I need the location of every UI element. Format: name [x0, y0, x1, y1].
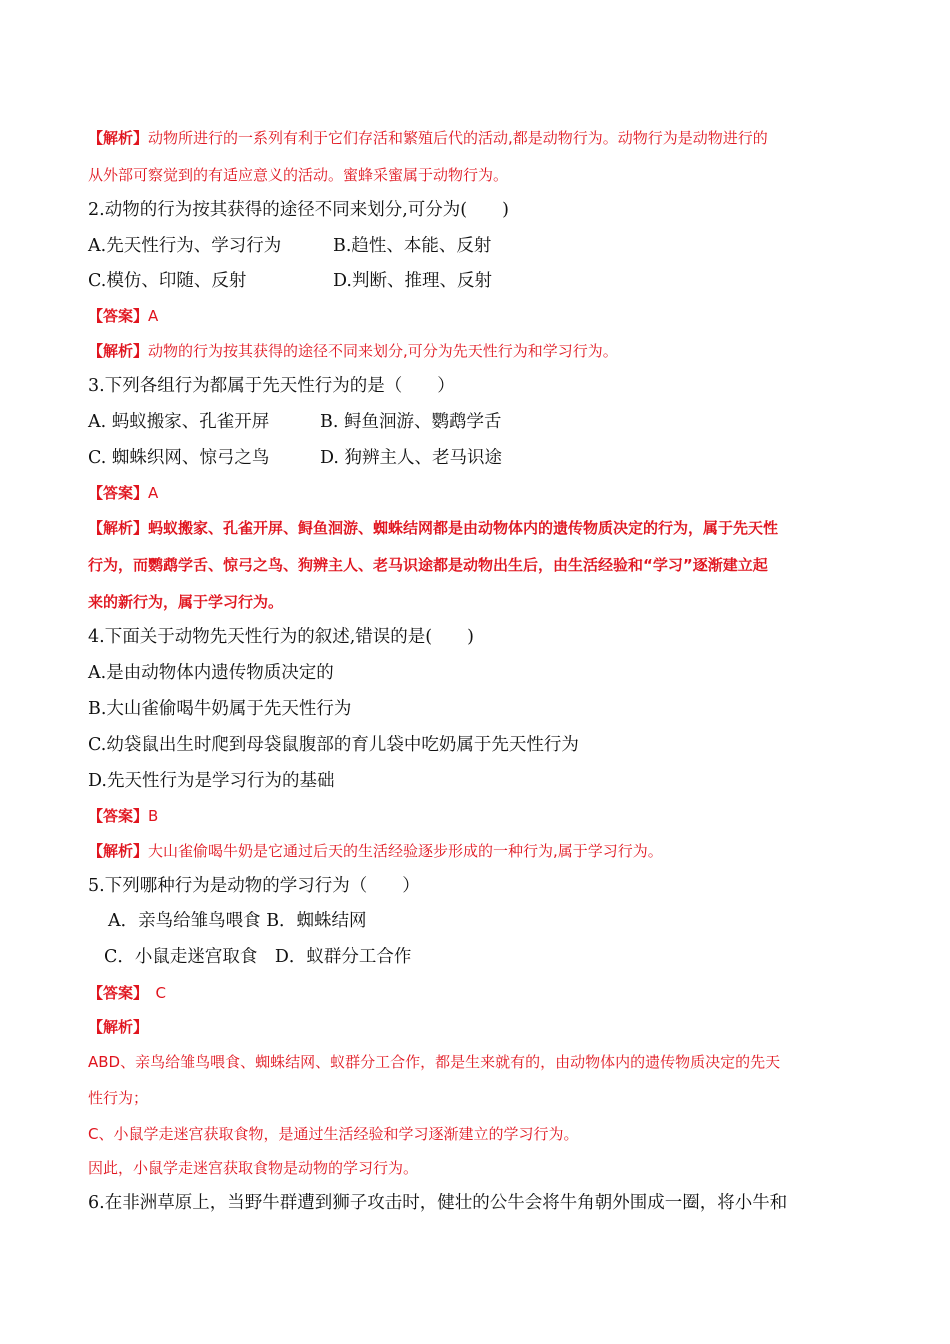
q2-option-d: D.判断、推理、反射: [333, 271, 492, 291]
q5-stem: 5.下列哪种行为是动物的学习行为（ ）: [88, 876, 420, 896]
q3-explanation-line-2: 行为，而鹦鹉学舌、惊弓之鸟、狗辨主人、老马识途都是动物出生后，由生活经验和“学习”逐渐建立起: [88, 556, 768, 574]
q2-stem: 2.动物的行为按其获得的途径不同来划分,可分为( ): [88, 200, 509, 220]
q4-stem: 4.下面关于动物先天性行为的叙述,错误的是( ): [88, 627, 474, 647]
explanation-label: 【解析】: [88, 519, 149, 537]
answer-label: 【答案】: [88, 307, 149, 325]
q4-option-a: A.是由动物体内遗传物质决定的: [88, 663, 334, 683]
q5-options-cd: C．小鼠走迷宫取食 D．蚁群分工合作: [104, 947, 412, 967]
q3-explanation-line-3: 来的新行为，属于学习行为。: [88, 593, 284, 611]
q1-explanation-line-1: 【解析】动物所进行的一系列有利于它们存活和繁殖后代的活动,都是动物行为。动物行为是动物进行的: [88, 129, 768, 147]
q4-explanation: 【解析】大山雀偷喝牛奶是它通过后天的生活经验逐步形成的一种行为,属于学习行为。: [88, 842, 663, 860]
q6-stem-line-1: 6.在非洲草原上，当野牛群遭到狮子攻击时，健壮的公牛会将牛角朝外围成一圈，将小牛和: [88, 1193, 788, 1213]
q3-option-c: C. 蜘蛛织网、惊弓之鸟: [88, 448, 270, 468]
q3-explanation-line-1: 【解析】蚂蚁搬家、孔雀开屏、鲟鱼洄游、蜘蛛结网都是由动物体内的遗传物质决定的行为，属于先天性: [88, 519, 779, 537]
q2-option-b: B.趋性、本能、反射: [333, 236, 492, 256]
q5-explanation-line-1: ABD、亲鸟给雏鸟喂食、蜘蛛结网、蚁群分工合作，都是生来就有的，由动物体内的遗传物质决定的先天: [88, 1053, 781, 1071]
q3-stem: 3.下列各组行为都属于先天性行为的是（ ）: [88, 376, 455, 396]
q3-option-d: D. 狗辨主人、老马识途: [320, 448, 503, 468]
q5-answer-value: C: [140, 984, 166, 1002]
answer-label: 【答案】: [88, 807, 149, 825]
q2-explanation: 【解析】动物的行为按其获得的途径不同来划分,可分为先天性行为和学习行为。: [88, 342, 618, 360]
q2-answer-value: A: [148, 307, 159, 325]
q4-answer-value: B: [148, 807, 159, 825]
q4-answer: [88, 809, 158, 824]
q4-option-c: C.幼袋鼠出生时爬到母袋鼠腹部的育儿袋中吃奶属于先天性行为: [88, 735, 579, 755]
explanation-label: 【解析】: [88, 1018, 149, 1036]
q3-answer-value: A: [148, 484, 159, 502]
q5-explanation-line-3: C、小鼠学走迷宫获取食物，是通过生活经验和学习逐渐建立的学习行为。: [88, 1125, 579, 1143]
q3-option-b: B. 鲟鱼洄游、鹦鹉学舌: [320, 412, 502, 432]
q3-option-a: A. 蚂蚁搬家、孔雀开屏: [88, 412, 270, 432]
q2-option-c: C.模仿、印随、反射: [88, 271, 247, 291]
explanation-label: 【解析】: [88, 129, 149, 147]
q5-explanation-label: [88, 1020, 148, 1035]
explanation-label: 【解析】: [88, 842, 149, 860]
answer-label: 【答案】: [88, 984, 141, 1002]
q1-explanation-line-2: 从外部可察觉到的有适应意义的活动。蜜蜂采蜜属于动物行为。: [88, 166, 509, 184]
q3-answer: [88, 486, 158, 501]
q5-explanation-line-2: 性行为；: [88, 1089, 149, 1107]
q4-option-b: B.大山雀偷喝牛奶属于先天性行为: [88, 699, 352, 719]
answer-label: 【答案】: [88, 484, 149, 502]
q5-options-ab: A．亲鸟给雏鸟喂食 B．蜘蛛结网: [108, 911, 367, 931]
q4-option-d: D.先天性行为是学习行为的基础: [88, 771, 335, 791]
q2-answer: [88, 309, 158, 324]
explanation-label: 【解析】: [88, 342, 149, 360]
q5-explanation-line-4: 因此，小鼠学走迷宫获取食物是动物的学习行为。: [88, 1159, 419, 1177]
q2-option-a: A.先天性行为、学习行为: [88, 236, 282, 256]
q5-answer: [88, 986, 166, 1001]
